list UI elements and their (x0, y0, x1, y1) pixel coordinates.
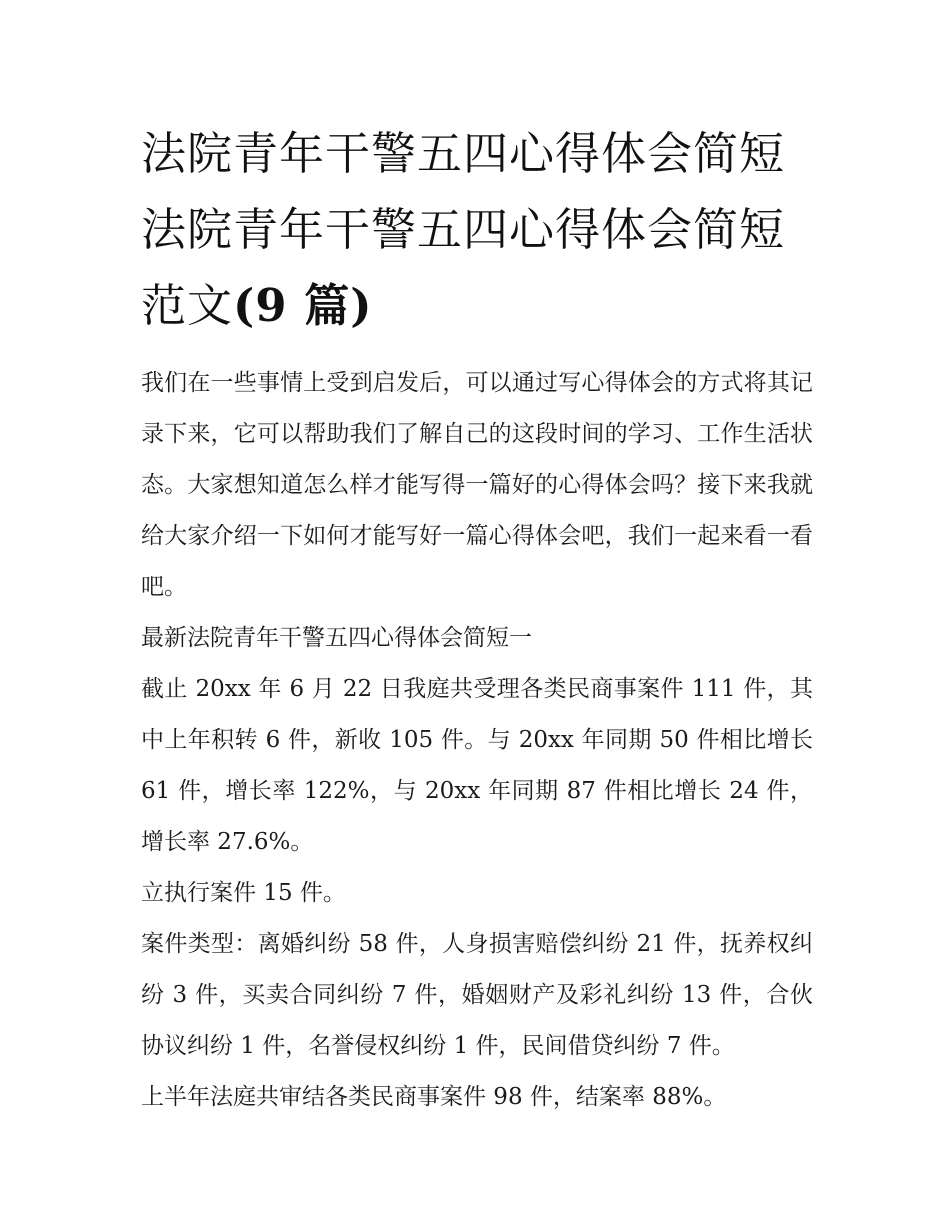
closure-rate-paragraph: 上半年法庭共审结各类民商事案件 98 件，结案率 88%。 (141, 1084, 727, 1110)
case-statistics-paragraph: 截止 20xx 年 6 月 22 日我庭共受理各类民商事案件 111 件，其中上年积转 6 件，新收 105 件。与 20xx 年同期 50 件相比增长 61 件，增长率 122%，与 20xx 年同期 87 件相比增长 24 件，增长率 27.6%。 (141, 676, 813, 855)
title-main-text: 法院青年干警五四心得体会简短 法院青年干警五四心得体会简短范文 (141, 127, 786, 332)
case-types-paragraph: 案件类型：离婚纠纷 58 件，人身损害赔偿纠纷 21 件，抚养权纠纷 3 件，买卖合同纠纷 7 件，婚姻财产及彩礼纠纷 13 件，合伙协议纠纷 1 件，名誉侵权纠纷 1 件，民间借贷纠纷 7 件。 (141, 931, 813, 1059)
document-body (141, 116, 813, 1123)
document-title (141, 116, 813, 344)
intro-paragraph: 我们在一些事情上受到启发后，可以通过写心得体会的方式将其记录下来，它可以帮助我们了解自己的这段时间的学习、工作生活状态。大家想知道怎么样才能写得一篇好的心得体会吗？接下来我就给大家介绍一下如何才能写好一篇心得体会吧，我们一起来看一看吧。 (141, 370, 813, 600)
section-heading: 最新法院青年干警五四心得体会简短一 (141, 625, 532, 651)
title-count-text: (9 篇) (233, 279, 373, 332)
execution-cases-paragraph: 立执行案件 15 件。 (141, 880, 346, 906)
